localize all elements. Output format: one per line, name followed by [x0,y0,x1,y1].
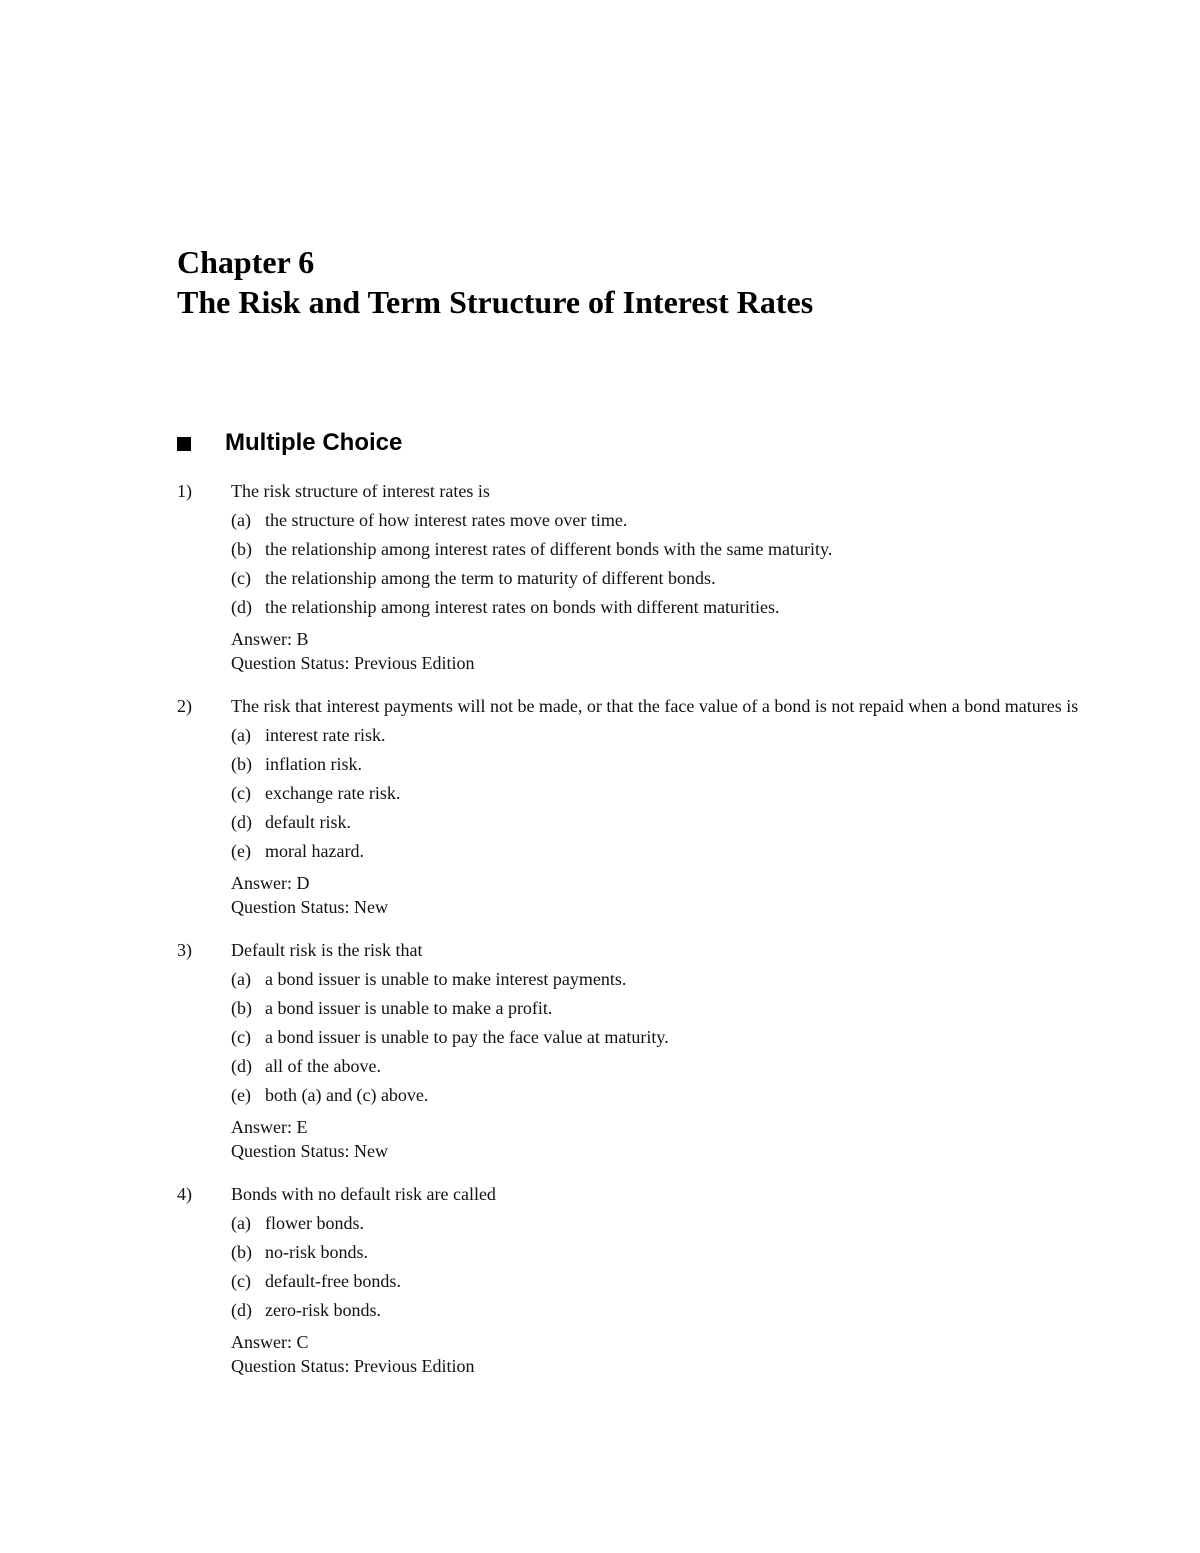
option-list [231,967,1117,1112]
option-letter: (d) [231,1300,252,1320]
option-text: default risk. [265,812,351,832]
option-a [231,723,1117,752]
question-status: Question Status: New [231,897,388,917]
answer-block [231,871,1117,919]
question-stem: Default risk is the risk that [231,940,423,960]
option-letter: (c) [231,568,251,588]
question-number: 3) [177,940,192,960]
answer-text: Answer: E [231,1117,308,1137]
option-text: no-risk bonds. [265,1242,368,1262]
option-c [231,566,1117,595]
option-e [231,839,1117,868]
question-status: Question Status: New [231,1141,388,1161]
chapter-title: The Risk and Term Structure of Interest Rates [177,284,814,320]
option-text: inflation risk. [265,754,362,774]
option-text: zero-risk bonds. [265,1300,381,1320]
answer-text: Answer: C [231,1332,309,1352]
option-c [231,1025,1117,1054]
option-letter: (c) [231,783,251,803]
option-text: a bond issuer is unable to make interest payments. [265,969,627,989]
question-stem: The risk structure of interest rates is [231,481,490,501]
chapter-number: Chapter 6 [177,244,315,280]
question-status: Question Status: Previous Edition [231,653,475,673]
option-b [231,752,1117,781]
option-text: exchange rate risk. [265,783,401,803]
option-a [231,1211,1117,1240]
answer-text: Answer: D [231,873,310,893]
option-list [231,508,1117,624]
section-heading [177,428,402,458]
option-d [231,810,1117,839]
option-letter: (b) [231,1242,252,1262]
question-stem: Bonds with no default risk are called [231,1184,496,1204]
question-number: 4) [177,1184,192,1204]
option-c [231,781,1117,810]
option-letter: (b) [231,539,252,559]
option-text: flower bonds. [265,1213,364,1233]
option-text: both (a) and (c) above. [265,1085,429,1105]
option-text: the structure of how interest rates move over time. [265,510,628,530]
option-letter: (c) [231,1027,251,1047]
answer-block [231,627,1117,675]
option-text: all of the above. [265,1056,381,1076]
option-text: default-free bonds. [265,1271,401,1291]
option-text: interest rate risk. [265,725,386,745]
option-letter: (a) [231,510,251,530]
option-letter: (a) [231,725,251,745]
answer-block [231,1115,1117,1163]
option-letter: (e) [231,841,251,861]
option-text: a bond issuer is unable to make a profit. [265,998,553,1018]
question-status: Question Status: Previous Edition [231,1356,475,1376]
option-letter: (b) [231,998,252,1018]
question-stem: The risk that interest payments will not be made, or that the face value of a bond is not repaid when a bond matures is [231,696,1079,716]
question-1 [177,479,1117,675]
option-letter: (d) [231,812,252,832]
option-text: a bond issuer is unable to pay the face value at maturity. [265,1027,669,1047]
question-2 [177,694,1117,919]
option-letter: (a) [231,1213,251,1233]
option-text: moral hazard. [265,841,364,861]
chapter-heading [177,242,813,322]
option-e [231,1083,1117,1112]
option-text: the relationship among interest rates on bonds with different maturities. [265,597,780,617]
option-letter: (d) [231,1056,252,1076]
option-list [231,1211,1117,1327]
option-letter: (d) [231,597,252,617]
option-letter: (b) [231,754,252,774]
option-d [231,1298,1117,1327]
option-d [231,1054,1117,1083]
square-bullet-icon [177,437,191,451]
answer-block [231,1330,1117,1378]
option-b [231,1240,1117,1269]
option-list [231,723,1117,868]
option-text: the relationship among interest rates of different bonds with the same maturity. [265,539,833,559]
option-a [231,508,1117,537]
option-letter: (e) [231,1085,251,1105]
option-text: the relationship among the term to maturity of different bonds. [265,568,716,588]
option-letter: (a) [231,969,251,989]
option-b [231,537,1117,566]
question-number: 2) [177,696,192,716]
answer-text: Answer: B [231,629,309,649]
question-number: 1) [177,481,192,501]
option-a [231,967,1117,996]
question-list [177,479,1117,1397]
section-title: Multiple Choice [225,429,403,456]
option-c [231,1269,1117,1298]
question-3 [177,938,1117,1163]
option-b [231,996,1117,1025]
option-letter: (c) [231,1271,251,1291]
question-4 [177,1182,1117,1378]
option-d [231,595,1117,624]
